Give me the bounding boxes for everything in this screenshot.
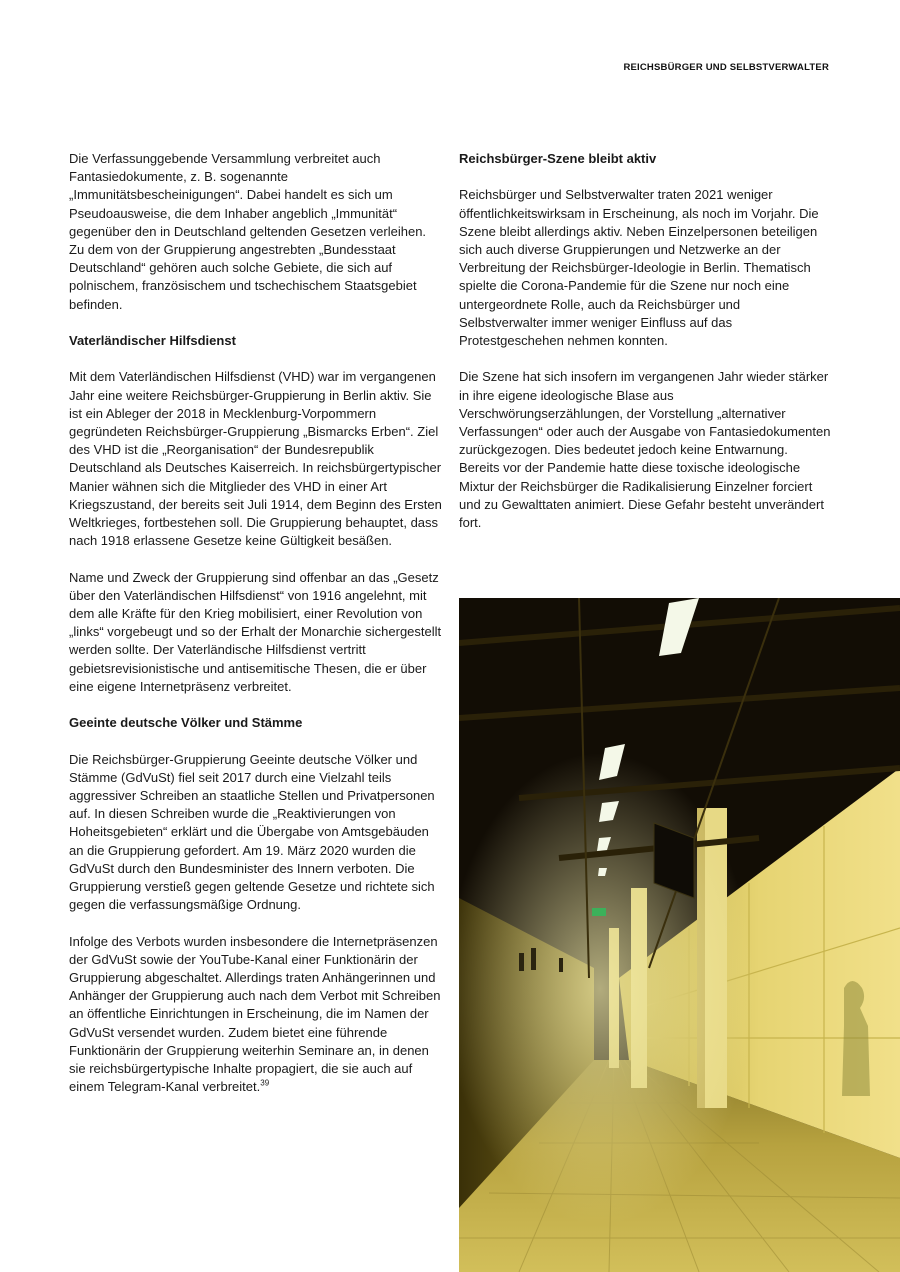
vhd-paragraph-2: Name und Zweck der Gruppierung sind offenbar an das „Gesetz über den Vaterländischen Hilfsdienst“ von 1916 angelehnt, mit dem alle Kräfte für den Krieg mobilisiert, einer Revolution von „links“ vorgebeugt und so der Erhalt der Monarchie sichergestellt werden sollte. Der Vaterländische Hilfsdienst vertritt gebietsrevisionistische und antisemitische Thesen, die er über eine eigene Internetpräsenz verbreitet.	[69, 569, 442, 694]
scene-paragraph-2: Die Szene hat sich insofern im vergangenen Jahr wieder stärker in ihre eigene ideologische Blase aus Verschwörungserzählungen, der Vorstellung „alternativer Verfassungen“ oder auch der Ausgabe von Fantasiedokumenten zurückgezogen. Dies bedeutet jedoch keine Entwarnung. Bereits vor der Pandemie hatte diese toxische ideologische Mixtur der Reichsbürger die Radikalisierung Einzelner forciert und zu Gewalttaten animiert. Diese Gefahr besteht unverändert fort.	[459, 369, 831, 531]
vhd-paragraph-1: Mit dem Vaterländischen Hilfsdienst (VHD) war im vergangenen Jahr eine weitere Reichsbürger-Gruppierung in Berlin aktiv. Sie ist ein Ableger der 2018 in Mecklenburg-Vorpommern gegründeten Reichsbürger-Gruppierung „Bismarcks Erben“. Ziel des VHD ist die „Reorganisation“ der Bundesrepublik Deutschland als Deutsches Kaiserreich. In reichsbürgertypischer Manier wähnen sich die Mitglieder des VHD in einer Art Kriegszustand, der bereits seit Juli 1914, dem Beginn des Ersten Weltkrieges, fortbestehen soll. Die Gruppierung behauptet, dass nach 1918 erlassene Gesetze keine Gültigkeit besäßen.	[69, 369, 442, 549]
gdvust-paragraph-2	[69, 933, 443, 1097]
running-header-title: REICHSBÜRGER UND SELBSTVERWALTER	[623, 62, 829, 73]
scene-paragraph-1: Reichsbürger und Selbstverwalter traten 2021 weniger öffentlichkeitswirksam in Erscheinung, als noch im Vorjahr. Die Szene bleibt allerdings aktiv. Neben Einzelpersonen beteiligen sich auch diverse Gruppierungen und Netzwerke an der Verbreitung der Reichsbürger-Ideologie in Berlin. Thematisch spielte die Corona-Pandemie für die Szene nur noch eine untergeordnete Rolle, auch da Reichsbürger und Selbstverwalter immer weniger Einfluss auf das Protestgeschehen nehmen konnten.	[459, 187, 819, 349]
intro-paragraph: Die Verfassunggebende Versammlung verbreitet auch Fantasiedokumente, z. B. sogenannte „Immunitätsbescheinigungen“. Dabei handelt es sich um Pseudoausweise, die dem Inhaber angeblich „Immunität“ gegenüber den in Deutschland geltenden Gesetzen verleihen. Zu dem von der Gruppierung angestrebten „Bundesstaat Deutschland“ gehören auch solche Gebiete, die sich auf polnischem, französischem und tschechischem Staatsgebiet befinden.	[69, 151, 427, 312]
corridor-photo-icon	[459, 598, 900, 1272]
scene-heading: Reichsbürger-Szene bleibt aktiv	[459, 151, 657, 166]
gdvust-heading: Geeinte deutsche Völker und Stämme	[69, 715, 303, 731]
corridor-photo	[459, 598, 900, 1272]
footnote-reference[interactable]: 39	[260, 1078, 270, 1088]
exit-sign	[592, 908, 606, 916]
left-text-column	[69, 150, 443, 1096]
vhd-heading: Vaterländischer Hilfsdienst	[69, 333, 236, 349]
right-text-column	[459, 150, 831, 532]
gdvust-paragraph-2-text: Infolge des Verbots wurden insbesondere die Internetpräsenzen der GdVuSt sowie der YouTube-Kanal einer Funktionärin der Gruppierung abgeschaltet. Allerdings traten Anhängerinnen und Anhänger der Gruppierung auch nach dem Verbot mit Schreiben an öffentliche Einrichtungen in Erscheinung, die im Namen der GdVuSt versendet wurden. Zudem bietet eine führende Funktionärin der Gruppierung weiterhin Seminare an, in denen sie reichsbürgertypische Inhalte propagiert, die sie auch auf einem Telegram-Kanal verbreitet.	[69, 933, 441, 1095]
gdvust-paragraph-1: Die Reichsbürger-Gruppierung Geeinte deutsche Völker und Stämme (GdVuSt) fiel seit 2017 durch eine Vielzahl teils aggressiver Schreiben an staatliche Stellen und Privatpersonen auf. In diesen Schreiben wurde die „Reaktivierungen von Hoheitsgebieten“ erklärt und die Übergabe von Amtsgebäuden an die Gruppierung gefordert. Am 19. März 2020 wurden die GdVuSt durch den Bundesminister des Innern verboten. Die Gruppierung verstieß gegen geltende Gesetze und richtete sich gegen die verfassungsmäßige Ordnung.	[69, 751, 435, 913]
